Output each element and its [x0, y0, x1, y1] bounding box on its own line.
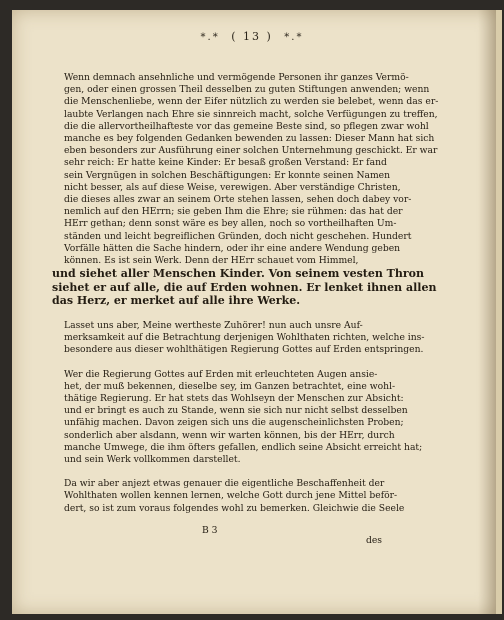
text-line: und er bringt es auch zu Stande, wenn sie sich nur nicht selbst desselben — [64, 405, 408, 417]
text-line: Vorfälle hätten die Sache hindern, oder ihr eine andere Wendung geben — [64, 242, 401, 254]
text-line: Da wir aber anjezt etwas genauer die eigentliche Beschaffenheit der — [64, 478, 385, 490]
text-line: siehet er auf alle, die auf Erden wohnen. Er lenket ihnen allen — [52, 280, 437, 294]
text-line: sein Vergnügen in solchen Beschäftigungen: Er konnte seinen Namen — [64, 169, 391, 181]
scripture-quote-paragraph — [52, 267, 437, 308]
text-line: ständen und leicht begreiflichen Gründen, doch nicht geschehen. Hundert — [64, 230, 412, 242]
text-line: das Herz, er merket auf alle ihre Werke. — [52, 294, 301, 308]
text-line: thätige Regierung. Er hat stets das Wohlseyn der Menschen zur Absicht: — [64, 393, 404, 405]
body-text — [52, 72, 439, 515]
text-line: manche Umwege, die ihm öfters gefallen, endlich seine Absicht erreicht hat; — [64, 441, 423, 453]
text-line: Wohlthaten wollen kennen lernen, welche Gott durch jene Mittel beför- — [64, 490, 398, 502]
paragraph — [52, 72, 439, 267]
text-line: gen, oder einen grossen Theil desselben zu guten Stiftungen anwenden; wenn — [64, 84, 430, 96]
text-line: nemlich auf den HErrn; sie geben Ihm die Ehre; sie rühmen: das hat der — [64, 206, 403, 218]
text-line: manche es bey folgenden Gedanken bewenden zu lassen: Dieser Mann hat sich — [64, 133, 435, 145]
text-line: HErr gethan; denn sonst wäre es bey allen, noch so vortheilhaften Um- — [64, 218, 397, 230]
text-line: sonderlich aber alsdann, wenn wir warten können, bis der HErr, durch — [64, 429, 395, 441]
page-header — [0, 30, 504, 43]
text-line: eben besonders zur Ausführung einer solchen Unternehmung geschickt. Er war — [64, 145, 438, 157]
text-line: laubte Verlangen nach Ehre sie sinnreich macht, solche Verfügungen zu treffen, — [64, 108, 438, 120]
text-line: sehr reich: Er hatte keine Kinder: Er besaß großen Verstand: Er fand — [64, 157, 387, 169]
paragraph — [52, 478, 405, 515]
text-line: die Menschenliebe, wenn der Eifer nützlich zu werden sie belebet, wenn das er- — [64, 96, 439, 108]
paragraph — [52, 368, 423, 467]
text-line: Wer die Regierung Gottes auf Erden mit erleuchteten Augen ansie- — [64, 368, 378, 380]
page-number: ( 13 ) — [231, 30, 273, 43]
page-footer — [52, 525, 382, 549]
text-line: nicht besser, als auf diese Weise, verewigen. Aber verständige Christen, — [64, 181, 401, 193]
text-line: die die allervortheilhafteste vor das gemeine Beste sind, so pflegen zwar wohl — [64, 120, 429, 132]
text-line: besondere aus dieser wohlthätigen Regierung Gottes auf Erden entspringen. — [64, 344, 424, 356]
text-line: und siehet aller Menschen Kinder. Von seinem vesten Thron — [52, 267, 424, 281]
ornament-left: *.* — [200, 32, 220, 43]
text-line: Lasset uns aber, Meine wertheste Zuhörer! nun auch unsre Auf- — [64, 320, 363, 332]
catchword: des — [365, 535, 382, 546]
signature-mark: B 3 — [202, 525, 218, 536]
text-line: Wenn demnach ansehnliche und vermögende Personen ihr ganzes Vermö- — [64, 72, 409, 83]
text-line: und sein Werk vollkommen darstellet. — [64, 454, 241, 466]
text-line: het, der muß bekennen, dieselbe sey, im Ganzen betrachtet, eine wohl- — [64, 380, 396, 392]
ornament-right: *.* — [284, 32, 304, 43]
text-line: unfähig machen. Davon zeigen sich uns die augenscheinlichsten Proben; — [64, 417, 404, 429]
text-line: dert, so ist zum voraus folgendes wohl zu bemerken. Gleichwie die Seele — [64, 502, 405, 514]
paragraph — [52, 320, 425, 357]
text-line: die dieses alles zwar an seinem Orte stehen lassen, sehen doch dabey vor- — [64, 194, 412, 206]
page-edge-shadow — [478, 10, 496, 614]
text-line: können. Es ist sein Werk. Denn der HErr schauet vom Himmel, — [64, 255, 359, 267]
text-line: merksamkeit auf die Betrachtung derjenigen Wohlthaten richten, welche ins- — [64, 332, 425, 344]
